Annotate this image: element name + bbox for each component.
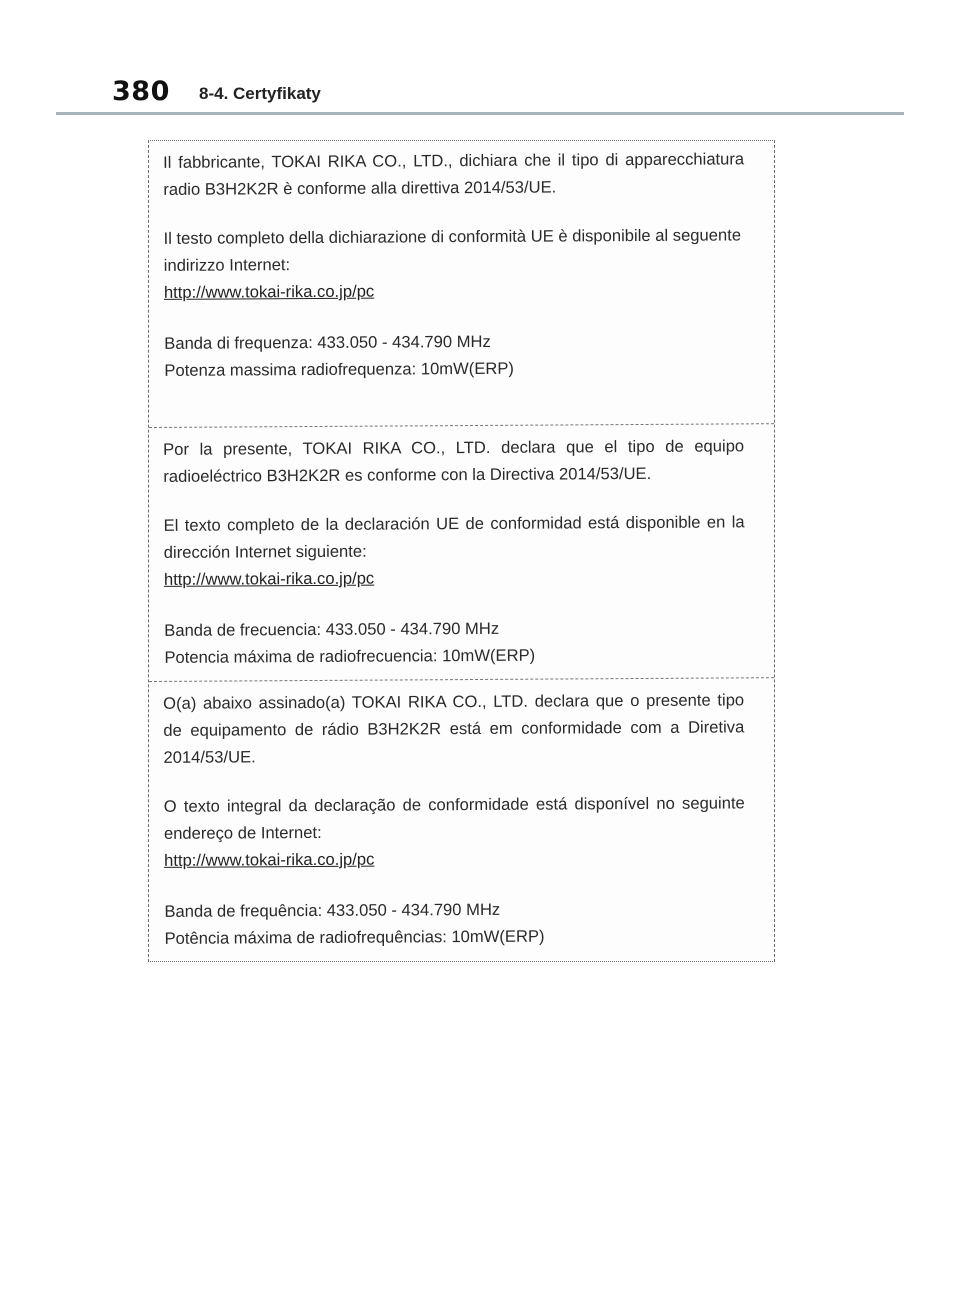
declaration-url-link[interactable]: http://www.tokai-rika.co.jp/pc [163,568,375,589]
frequency-band-text: Banda de frequência: 433.050 - 434.790 MHz [164,899,501,921]
certificate-box [148,140,775,962]
radio-specs [164,326,745,384]
availability-text: Il testo completo della dichiarazione di conformità UE è disponibile al seguente indirizzo Internet: [163,225,742,275]
declaration-text: Il fabbricante, TOKAI RIKA CO., LTD., dichiara che il tipo di apparecchiatura radio B3H2K2R è conforme alla direttiva 2014/53/UE. [163,149,745,199]
availability-text: El texto completo de la declaración UE de conformidad está disponible en la dirección Internet siguiente: [163,512,745,562]
header-divider [56,112,904,115]
page-number: 380 [112,76,170,107]
availability-text: O texto integral da declaração de conformidade está disponível no seguinte endereço de Internet: [163,793,745,843]
declaration-url-link[interactable]: http://www.tokai-rika.co.jp/pc [164,849,375,870]
declaration-text: O(a) abaixo assinado(a) TOKAI RIKA CO., LTD. declara que o presente tipo de equipamento de rádio B3H2K2R está em conformidade com a Diretiva 2014/53/UE. [163,690,745,767]
frequency-band-text: Banda di frequenza: 433.050 - 434.790 MHz [164,331,491,353]
certificate-spanish [149,423,776,681]
certificate-portuguese [149,677,776,961]
radio-specs [164,613,745,671]
certificate-italian [149,137,776,426]
radio-specs [164,894,745,952]
frequency-band-text: Banda de frecuencia: 433.050 - 434.790 MHz [164,618,500,640]
page-header [0,0,960,120]
max-power-text: Potência máxima de radiofrequências: 10mW(ERP) [164,926,545,948]
declaration-url-link[interactable]: http://www.tokai-rika.co.jp/pc [163,281,375,302]
declaration-text: Por la presente, TOKAI RIKA CO., LTD. declara que el tipo de equipo radioeléctrico B3H2K2R es conforme con la Directiva 2014/53/UE. [163,436,745,486]
max-power-text: Potencia máxima de radiofrecuencia: 10mW(ERP) [164,645,536,667]
max-power-text: Potenza massima radiofrequenza: 10mW(ERP) [164,358,514,380]
section-title: 8-4. Certyfikaty [199,84,321,103]
